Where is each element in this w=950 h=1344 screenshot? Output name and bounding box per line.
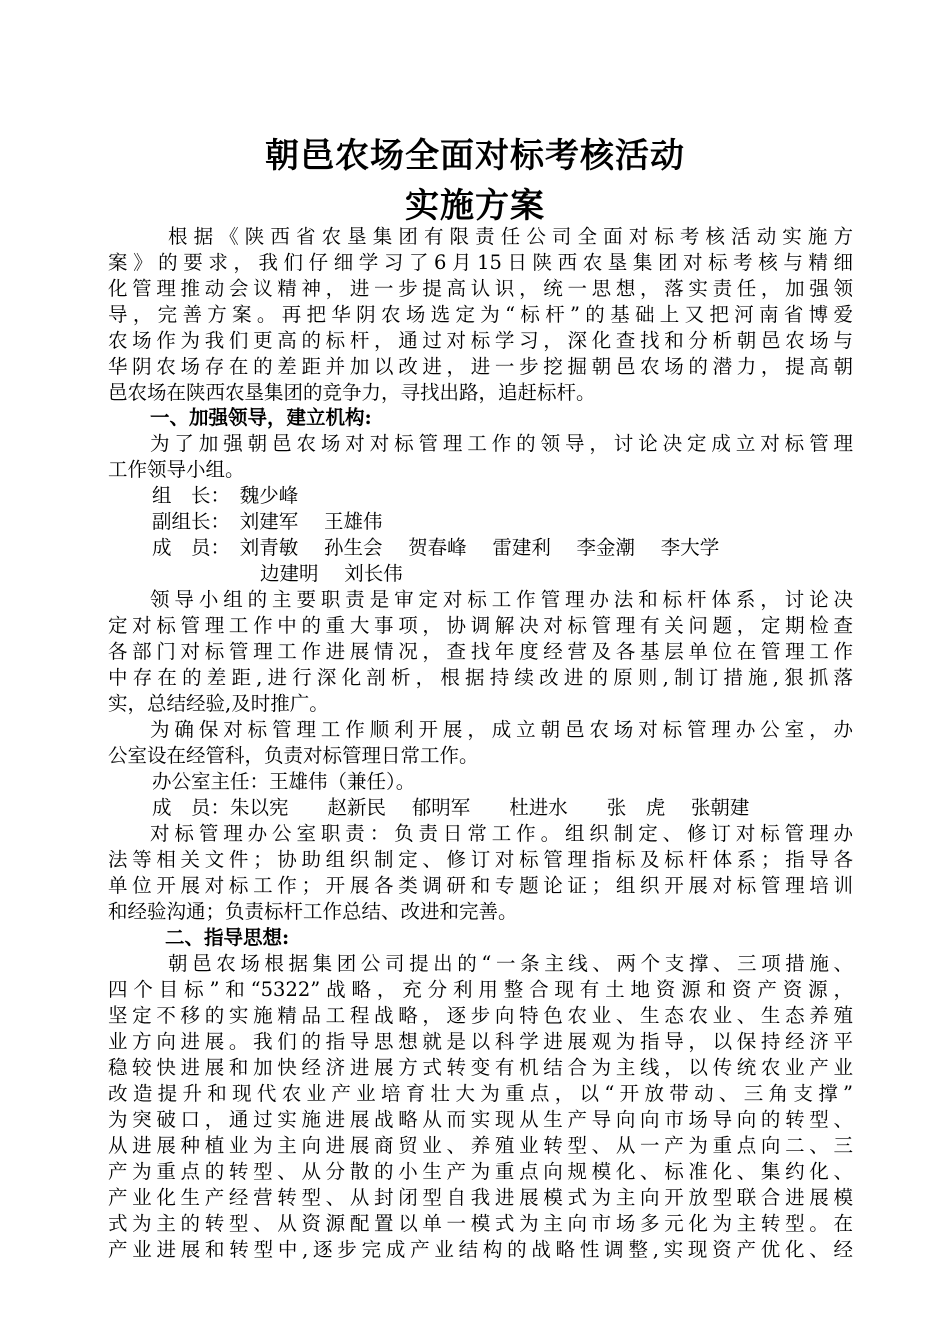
group-members: 成 员： 刘青敏 孙生会 贺春峰 雷建利 李金潮 李大学 xyxy=(152,536,720,559)
paragraph-line: 工作领导小组。 xyxy=(108,458,245,481)
paragraph-line: 为了加强朝邑农场对对标管理工作的领导，讨论决定成立对标管理 xyxy=(150,432,853,455)
paragraph-line: 产业化生产经营转型、从封闭型自我进展模式为主向开放型联合进展模 xyxy=(108,1186,853,1209)
group-members-cont: 边建明 刘长伟 xyxy=(260,562,403,585)
paragraph-line: 坚定不移的实施精品工程战略，逐步向特色农业、生态农业、生态养殖 xyxy=(108,1004,853,1027)
office-head: 办公室主任：王雄伟（兼任）。 xyxy=(152,770,416,793)
paragraph-line: 公室设在经管科，负责对标管理日常工作。 xyxy=(108,744,479,767)
paragraph-line: 从进展种植业为主向进展商贸业、养殖业转型、从一产为重点向二、三 xyxy=(108,1134,853,1157)
paragraph-line: 朝邑农场根据集团公司提出的“一条主线、两个支撑、三项措施、 xyxy=(168,952,853,975)
title-line-2: 实施方案 xyxy=(405,186,545,226)
paragraph-line: 法等相关文件；协助组织制定、修订对标管理指标及标杆体系；指导各 xyxy=(108,848,853,871)
section-heading-1: 一、加强领导，建立机构: xyxy=(150,406,372,429)
paragraph-line: 和经验沟通；负责标杆工作总结、改进和完善。 xyxy=(108,900,518,923)
paragraph-line: 根据《陕西省农垦集团有限责任公司全面对标考核活动实施方 xyxy=(168,225,853,248)
section-heading-2: 二、指导思想: xyxy=(165,926,290,949)
paragraph-line: 对标管理办公室职责：负责日常工作。组织制定、修订对标管理办 xyxy=(150,822,853,845)
paragraph-line: 改造提升和现代农业产业培育壮大为重点，以“开放带动、三角支撑” xyxy=(108,1082,853,1105)
paragraph-line: 实，总结经验,及时推广。 xyxy=(108,692,329,715)
group-deputy: 副组长： 刘建军 王雄伟 xyxy=(152,510,383,533)
paragraph-line: 单位开展对标工作；开展各类调研和专题论证；组织开展对标管理培训 xyxy=(108,874,853,897)
group-leader: 组 长： 魏少峰 xyxy=(152,484,299,507)
paragraph-line: 定对标管理工作中的重大事项，协调解决对标管理有关问题，定期检查 xyxy=(108,614,853,637)
paragraph-line: 各部门对标管理工作进展情况，查找年度经营及各基层单位在管理工作 xyxy=(108,640,853,663)
paragraph-line: 产为重点的转型、从分散的小生产为重点向规模化、标准化、集约化、 xyxy=(108,1160,853,1183)
paragraph-line: 业方向进展。我们的指导思想就是以科学进展观为指导，以保持经济平 xyxy=(108,1030,853,1053)
paragraph-line: 农场作为我们更高的标杆，通过对标学习，深化查找和分析朝邑农场与 xyxy=(108,329,853,352)
paragraph-line: 华阴农场存在的差距并加以改进，进一步挖掘朝邑农场的潜力，提高朝 xyxy=(108,355,853,378)
paragraph-line: 案》的要求，我们仔细学习了6月15日陕西农垦集团对标考核与精细 xyxy=(108,251,853,274)
paragraph-line: 导，完善方案。再把华阴农场选定为“标杆”的基础上又把河南省博爱 xyxy=(108,303,853,326)
office-members: 成 员：朱以宪 赵新民 郁明军 杜进水 张 虎 张朝建 xyxy=(152,796,750,819)
paragraph-line: 邑农场在陕西农垦集团的竞争力，寻找出路，追赶标杆。 xyxy=(108,381,596,404)
paragraph-line: 稳较快进展和加快经济进展方式转变有机结合为主线，以传统农业产业 xyxy=(108,1056,853,1079)
paragraph-line: 产业进展和转型中,逐步完成产业结构的战略性调整,实现资产优化、经 xyxy=(108,1238,853,1261)
paragraph-line: 化管理推动会议精神，进一步提高认识，统一思想，落实责任，加强领 xyxy=(108,277,853,300)
paragraph-line: 为确保对标管理工作顺利开展，成立朝邑农场对标管理办公室，办 xyxy=(150,718,853,741)
paragraph-line: 为突破口，通过实施进展战略从而实现从生产导向向市场导向的转型、 xyxy=(108,1108,853,1131)
paragraph-line: 领导小组的主要职责是审定对标工作管理办法和标杆体系，讨论决 xyxy=(150,588,853,611)
paragraph-line: 式为主的转型、从资源配置以单一模式为主向市场多元化为主转型。在 xyxy=(108,1212,853,1235)
title-line-1: 朝邑农场全面对标考核活动 xyxy=(265,136,685,176)
paragraph-line: 中存在的差距,进行深化剖析，根据持续改进的原则,制订措施,狠抓落 xyxy=(108,666,853,689)
paragraph-line: 四个目标”和“5322”战略，充分利用整合现有土地资源和资产资源， xyxy=(108,978,853,1001)
